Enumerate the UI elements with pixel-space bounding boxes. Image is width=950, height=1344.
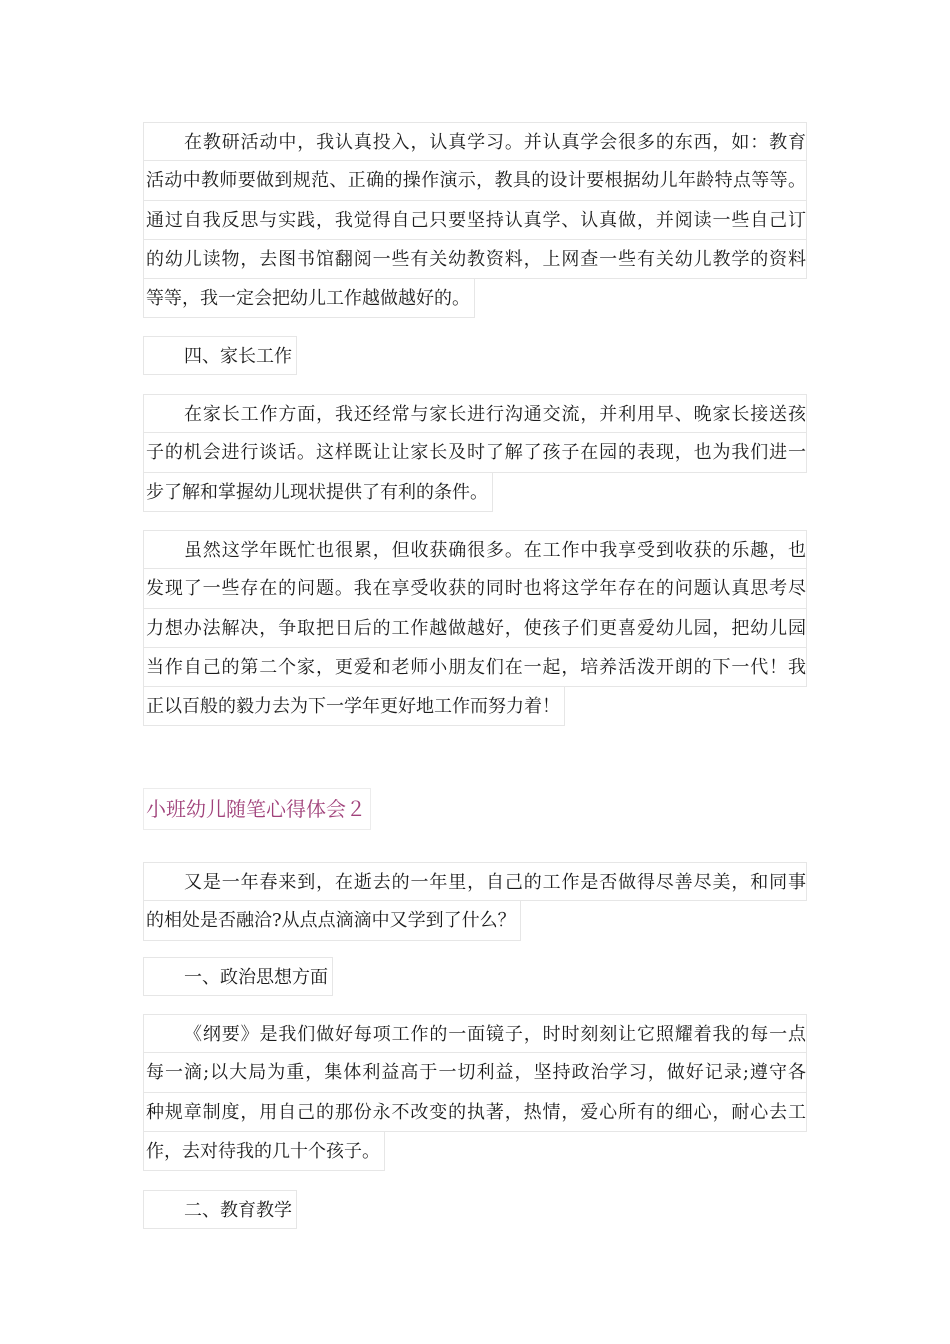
paragraph-intro <box>143 862 807 955</box>
text-line: 通过自我反思与实践，我觉得自己只要坚持认真学、认真做，并阅读一些自己订 <box>143 201 807 240</box>
text-line: 发现了一些存在的问题。我在享受收获的同时也将这学年存在的问题认真思考尽 <box>143 569 807 608</box>
text-line: 每一滴;以大局为重，集体利益高于一切利益，坚持政治学习，做好记录;遵守各 <box>143 1053 807 1092</box>
section-heading-text: 一、政治思想方面 <box>143 957 333 996</box>
text-line: 活动中教师要做到规范、正确的操作演示，教具的设计要根据幼儿年龄特点等等。 <box>143 161 807 200</box>
section-heading-political <box>143 957 807 997</box>
paragraph-teaching-research <box>143 122 807 333</box>
text-line: 等等，我一定会把幼儿工作越做越好的。 <box>143 279 475 318</box>
text-line: 在教研活动中，我认真投入，认真学习。并认真学会很多的东西，如：教育 <box>143 122 807 161</box>
text-line: 《纲要》是我们做好每项工作的一面镜子，时时刻刻让它照耀着我的每一点 <box>143 1014 807 1053</box>
text-line: 虽然这学年既忙也很累，但收获确很多。在工作中我享受到收获的乐趣，也 <box>143 530 807 569</box>
text-line: 的幼儿读物，去图书馆翻阅一些有关幼教资料，上网查一些有关幼儿教学的资料 <box>143 240 807 279</box>
text-line: 子的机会进行谈话。这样既让让家长及时了解了孩子在园的表现，也为我们进一 <box>143 433 807 472</box>
section-heading-text: 二、教育教学 <box>143 1190 297 1229</box>
text-line: 作，去对待我的几十个孩子。 <box>143 1132 385 1171</box>
section-heading-parent-work <box>143 336 807 376</box>
text-line: 正以百般的毅力去为下一学年更好地工作而努力着！ <box>143 687 565 726</box>
paragraph-parent-work <box>143 394 807 526</box>
text-line: 当作自己的第二个家，更爱和老师小朋友们在一起，培养活泼开朗的下一代！我 <box>143 648 807 687</box>
paragraph-summary <box>143 530 807 741</box>
text-line: 步了解和掌握幼儿现状提供了有利的条件。 <box>143 473 493 512</box>
text-line: 的相处是否融洽?从点点滴滴中又学到了什么？ <box>143 901 521 940</box>
text-line: 种规章制度，用自己的那份永不改变的执著，热情，爱心所有的细心，耐心去工 <box>143 1093 807 1132</box>
article-title: 小班幼儿随笔心得体会２ <box>143 788 371 830</box>
section-heading-teaching <box>143 1190 807 1230</box>
section-heading-text: 四、家长工作 <box>143 336 297 375</box>
text-line: 力想办法解决，争取把日后的工作越做越好，使孩子们更喜爱幼儿园，把幼儿园 <box>143 609 807 648</box>
text-line: 在家长工作方面，我还经常与家长进行沟通交流，并利用早、晚家长接送孩 <box>143 394 807 433</box>
paragraph-political <box>143 1014 807 1185</box>
text-line: 又是一年春来到，在逝去的一年里，自己的工作是否做得尽善尽美，和同事 <box>143 862 807 901</box>
